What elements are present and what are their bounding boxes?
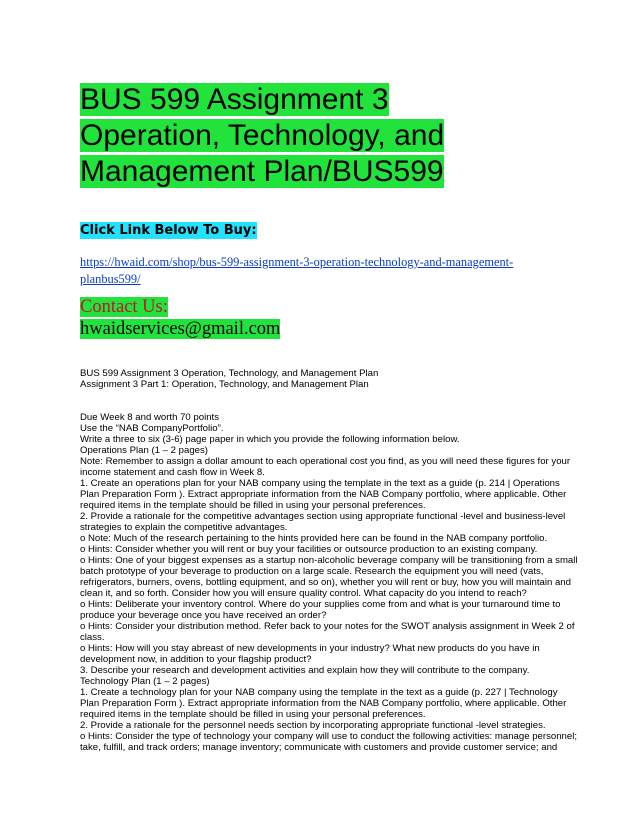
body-line: Use the “NAB CompanyPortfolio”.	[80, 423, 224, 434]
body-line: Technology Plan (1 – 2 pages)	[80, 676, 210, 687]
body-line: batch prototype of your beverage to production on a large scale. Research the equipment you will need (vats,	[80, 566, 544, 577]
click-link-label: Click Link Below To Buy:	[80, 223, 257, 238]
body-line: clean it, and so forth. Consider how you will ensure quality control. What capacity do you intend to reach?	[80, 588, 527, 599]
contact-label: Contact Us:	[80, 297, 168, 317]
body-line: Operations Plan (1 – 2 pages)	[80, 445, 208, 456]
header-block	[80, 368, 558, 390]
buy-link[interactable]	[80, 254, 550, 288]
title-line: BUS 599 Assignment 3	[80, 83, 389, 116]
body-line: required items in the template should be filled in using your personal preferences.	[80, 709, 426, 720]
buy-link-line[interactable]: planbus599/	[80, 272, 141, 286]
body-line: 1. Create an operations plan for your NAB company using the template in the text as a guide (p. 214 | Operations	[80, 478, 560, 489]
body-line: o Hints: Consider the type of technology your company will use to conduct the following activities: manage personnel;	[80, 731, 578, 742]
body-line: produce your beverage once you have received an order?	[80, 610, 327, 621]
body-line: 1. Create a technology plan for your NAB company using the template in the text as a guide (p. 227 | Technology	[80, 687, 558, 698]
body-line: 2. Provide a rationale for the personnel needs section by incorporating appropriate functional -level strategies.	[80, 720, 546, 731]
body-line: 3. Describe your research and development activities and explain how they will contribute to the company.	[80, 665, 530, 676]
body-line: class.	[80, 632, 105, 643]
buy-link-line[interactable]: https://hwaid.com/shop/bus-599-assignment-3-operation-technology-and-management-	[80, 255, 514, 269]
body-line: o Hints: Deliberate your inventory control. Where do your supplies come from and what is your turnaround time to	[80, 599, 561, 610]
body-line: Due Week 8 and worth 70 points	[80, 412, 220, 423]
body-line: o Hints: Consider whether you will rent or buy your facilities or outsource production to an existing company.	[80, 544, 538, 555]
assignment-body	[80, 412, 578, 753]
body-line: Write a three to six (3-6) page paper in which you provide the following information below.	[80, 434, 460, 445]
body-line: required items in the template should be filled in using your personal preferences.	[80, 500, 426, 511]
body-line: o Hints: Consider your distribution method. Refer back to your notes for the SWOT analysis assignment in Week 2 of	[80, 621, 575, 632]
document-title	[80, 82, 500, 190]
body-line: strategies to explain the competitive advantages.	[80, 522, 288, 533]
body-line: 2. Provide a rationale for the competitive advantages section using appropriate functional -level and business-level	[80, 511, 566, 522]
contact-block	[80, 296, 280, 340]
body-line: o Hints: One of your biggest expenses as a startup non-alcoholic beverage company will be transitioning from a small	[80, 555, 578, 566]
title-line: Management Plan/BUS599	[80, 155, 444, 188]
body-line: income statement and cash flow in Week 8.	[80, 467, 265, 478]
body-line: refrigerators, burners, ovens, bottling equipment, and so on), whether you will rent or buy, how you will maintain and	[80, 577, 571, 588]
body-line: Plan Preparation Form ). Extract appropriate information from the NAB Company portfolio, where applicable. Other	[80, 698, 567, 709]
body-line: Note: Remember to assign a dollar amount to each operational cost you find, as you will need these figures for your	[80, 456, 571, 467]
body-line: Plan Preparation Form ). Extract appropriate information from the NAB Company portfolio, where applicable. Other	[80, 489, 567, 500]
body-line: development now, in addition to your flagship product?	[80, 654, 312, 665]
contact-email[interactable]: hwaidservices@gmail.com	[80, 319, 281, 339]
body-line: take, fulfill, and track orders; manage inventory; communicate with customers and provide customer service; and	[80, 742, 558, 753]
title-line: Operation, Technology, and	[80, 119, 445, 152]
body-line: o Note: Much of the research pertaining to the hints provided here can be found in the NAB company portfolio.	[80, 533, 548, 544]
header-line: Assignment 3 Part 1: Operation, Technology, and Management Plan	[80, 379, 369, 390]
header-line: BUS 599 Assignment 3 Operation, Technology, and Management Plan	[80, 368, 379, 379]
body-line: o Hints: How will you stay abreast of new developments in your industry? What new products do you have in	[80, 643, 540, 654]
